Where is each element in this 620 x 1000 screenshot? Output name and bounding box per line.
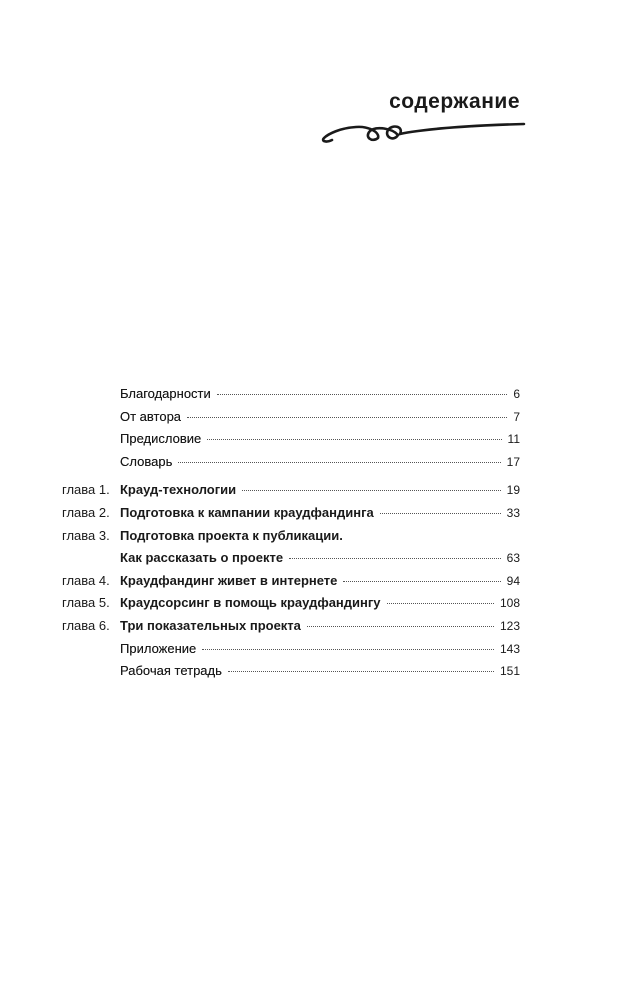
toc-row-from-author[interactable]: [62, 406, 520, 429]
toc-page-number: 94: [506, 573, 520, 588]
dot-leader: [380, 512, 501, 514]
toc-row-workbook[interactable]: [62, 660, 520, 683]
dot-leader: [242, 489, 500, 491]
dot-leader: [187, 416, 507, 418]
toc-title: Приложение: [120, 640, 197, 656]
toc-row-preface[interactable]: [62, 428, 520, 451]
toc-row-chapter-1[interactable]: [62, 479, 520, 502]
dot-leader: [178, 461, 500, 463]
toc-row-appendix[interactable]: [62, 638, 520, 661]
toc-row-acknowledgements[interactable]: [62, 383, 520, 406]
toc-row-chapter-6[interactable]: [62, 615, 520, 638]
toc-page-number: 63: [506, 551, 520, 566]
toc-row-glossary[interactable]: [62, 451, 520, 474]
decorative-flourish-icon: [318, 116, 526, 152]
toc-row-chapter-2[interactable]: [62, 502, 520, 525]
dot-leader: [207, 438, 501, 440]
toc-page-number: 143: [499, 641, 520, 656]
toc-chapter-prefix: глава 3.: [62, 527, 110, 543]
toc-page-number: 11: [507, 432, 520, 447]
dot-leader: [217, 393, 508, 395]
toc-chapter-prefix: глава 2.: [62, 504, 110, 520]
dot-leader: [202, 648, 494, 650]
toc-title: Три показательных проекта: [120, 617, 301, 633]
dot-leader: [387, 602, 494, 604]
toc-page-number: 151: [499, 664, 520, 679]
dot-leader: [307, 625, 494, 627]
toc-page-number: 108: [499, 596, 520, 611]
toc-page-number: 123: [499, 618, 520, 633]
toc-row-chapter-3-continued[interactable]: [62, 547, 520, 570]
toc-chapter-prefix: глава 6.: [62, 617, 110, 633]
toc-page-number: 6: [513, 387, 520, 401]
toc-row-chapter-4[interactable]: [62, 570, 520, 593]
toc-title: Краудфандинг живет в интернете: [120, 572, 338, 588]
table-of-contents: [62, 383, 520, 683]
toc-title: От автора: [120, 408, 182, 424]
toc-page-number: 19: [506, 483, 520, 498]
toc-title: Предисловие: [120, 431, 202, 447]
dot-leader: [289, 557, 501, 559]
toc-chapter-prefix: глава 5.: [62, 595, 110, 611]
toc-title: Благодарности: [120, 386, 211, 401]
toc-row-chapter-3[interactable]: [62, 525, 520, 548]
toc-title: Краудсорсинг в помощь краудфандингу: [120, 595, 381, 611]
toc-chapter-prefix: глава 4.: [62, 572, 110, 588]
contents-heading: содержание: [389, 90, 520, 113]
toc-page-number: 17: [506, 454, 520, 469]
toc-page-number: 33: [506, 505, 520, 520]
dot-leader: [228, 670, 494, 672]
toc-title: Рабочая тетрадь: [120, 663, 222, 679]
toc-title: Подготовка проекта к публикации.: [120, 527, 343, 543]
dot-leader: [343, 580, 500, 582]
toc-chapter-prefix: глава 1.: [62, 482, 110, 498]
toc-row-chapter-5[interactable]: [62, 592, 520, 615]
toc-title: Подготовка к кампании краудфандинга: [120, 504, 374, 520]
toc-page-number: 7: [513, 409, 520, 424]
toc-title: Словарь: [120, 453, 173, 469]
toc-title: Как рассказать о проекте: [120, 550, 284, 566]
toc-title: Крауд-технологии: [120, 482, 237, 498]
